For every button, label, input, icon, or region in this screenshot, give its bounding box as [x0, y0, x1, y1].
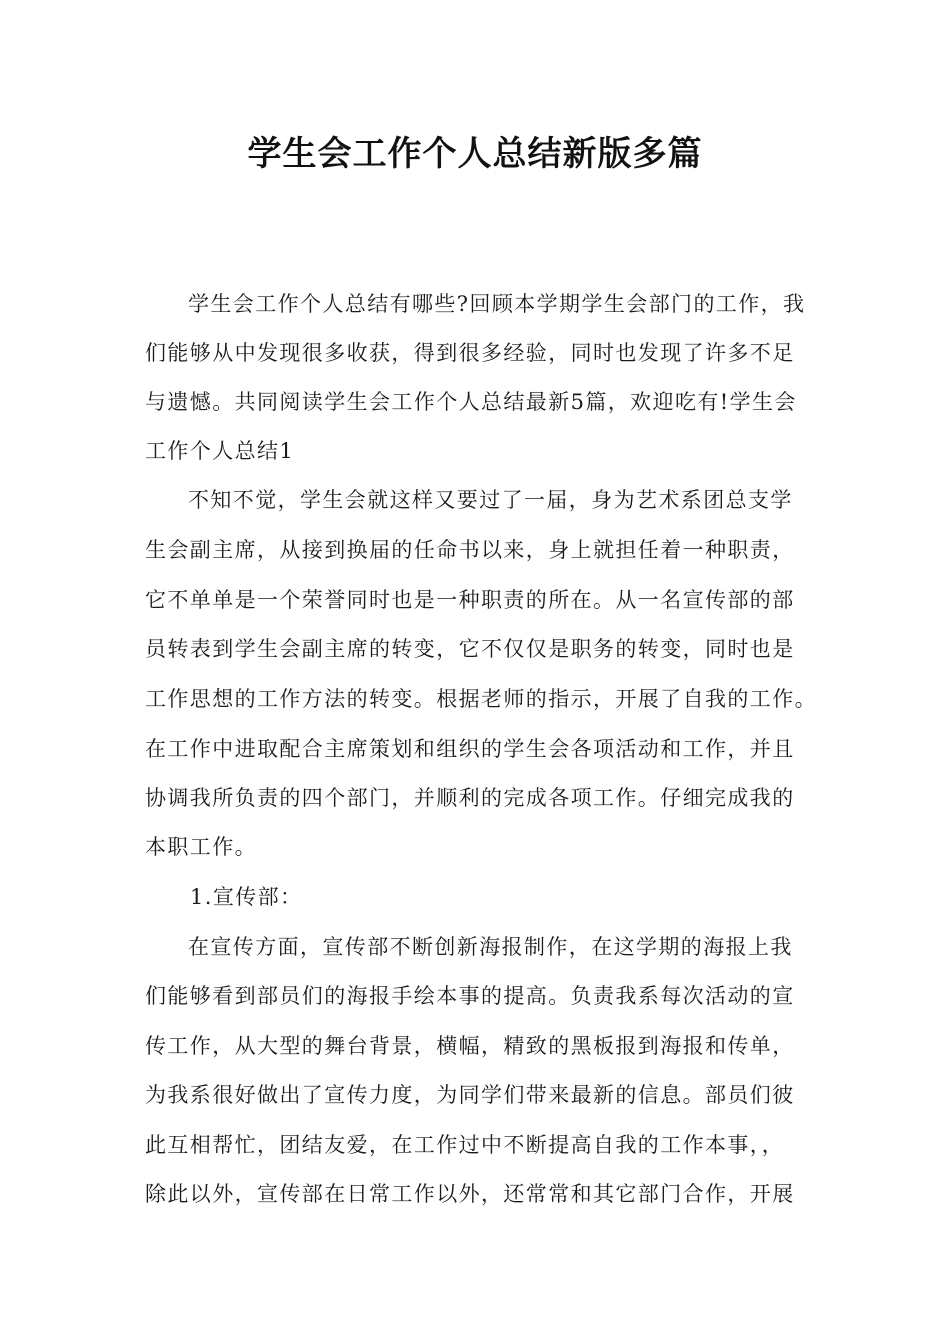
paragraph-line: 为我系很好做出了宣传力度，为同学们带来最新的信息。部员们彼: [145, 1083, 795, 1107]
document-title: 学生会工作个人总结新版多篇: [247, 134, 703, 174]
paragraph-line: 本职工作。: [145, 835, 257, 859]
paragraph-line: 工作思想的工作方法的转变。根据老师的指示，开展了自我的工作。: [145, 687, 817, 711]
paragraph-line: 在工作中进取配合主席策划和组织的学生会各项活动和工作，并且: [145, 737, 795, 761]
paragraph-line: 与遗憾。共同阅读学生会工作个人总结最新5篇，欢迎吃有!学生会: [145, 390, 797, 414]
paragraph-line: 在宣传方面，宣传部不断创新海报制作，在这学期的海报上我: [188, 935, 793, 959]
paragraph-line: 传工作，从大型的舞台背景，横幅，精致的黑板报到海报和传单，: [145, 1034, 795, 1058]
paragraph-line: 除此以外，宣传部在日常工作以外，还常常和其它部门合作，开展: [145, 1182, 795, 1206]
paragraph-line: 员转表到学生会副主席的转变，它不仅仅是职务的转变，同时也是: [145, 637, 795, 661]
paragraph-line: 工作个人总结1: [145, 439, 295, 463]
paragraph-line: 此互相帮忙，团结友爱，在工作过中不断提高自我的工作本事，，: [145, 1133, 785, 1157]
paragraph-line: 不知不觉，学生会就这样又要过了一届，身为艺术系团总支学: [188, 488, 793, 512]
paragraph-line: 学生会工作个人总结有哪些?回顾本学期学生会部门的工作，我: [188, 292, 806, 316]
paragraph-line: 协调我所负责的四个部门，并顺利的完成各项工作。仔细完成我的: [145, 786, 795, 810]
paragraph-line: 生会副主席，从接到换届的任命书以来，身上就担任着一种职责，: [145, 538, 795, 562]
paragraph-line: 们能够从中发现很多收获，得到很多经验，同时也发现了许多不足: [145, 341, 795, 365]
paragraph-line: 们能够看到部员们的海报手绘本事的提高。负责我系每次活动的宣: [145, 984, 795, 1008]
paragraph-line: 它不单单是一个荣誉同时也是一种职责的所在。从一名宣传部的部: [145, 588, 795, 612]
section-heading: 1.宣传部：: [190, 885, 303, 909]
